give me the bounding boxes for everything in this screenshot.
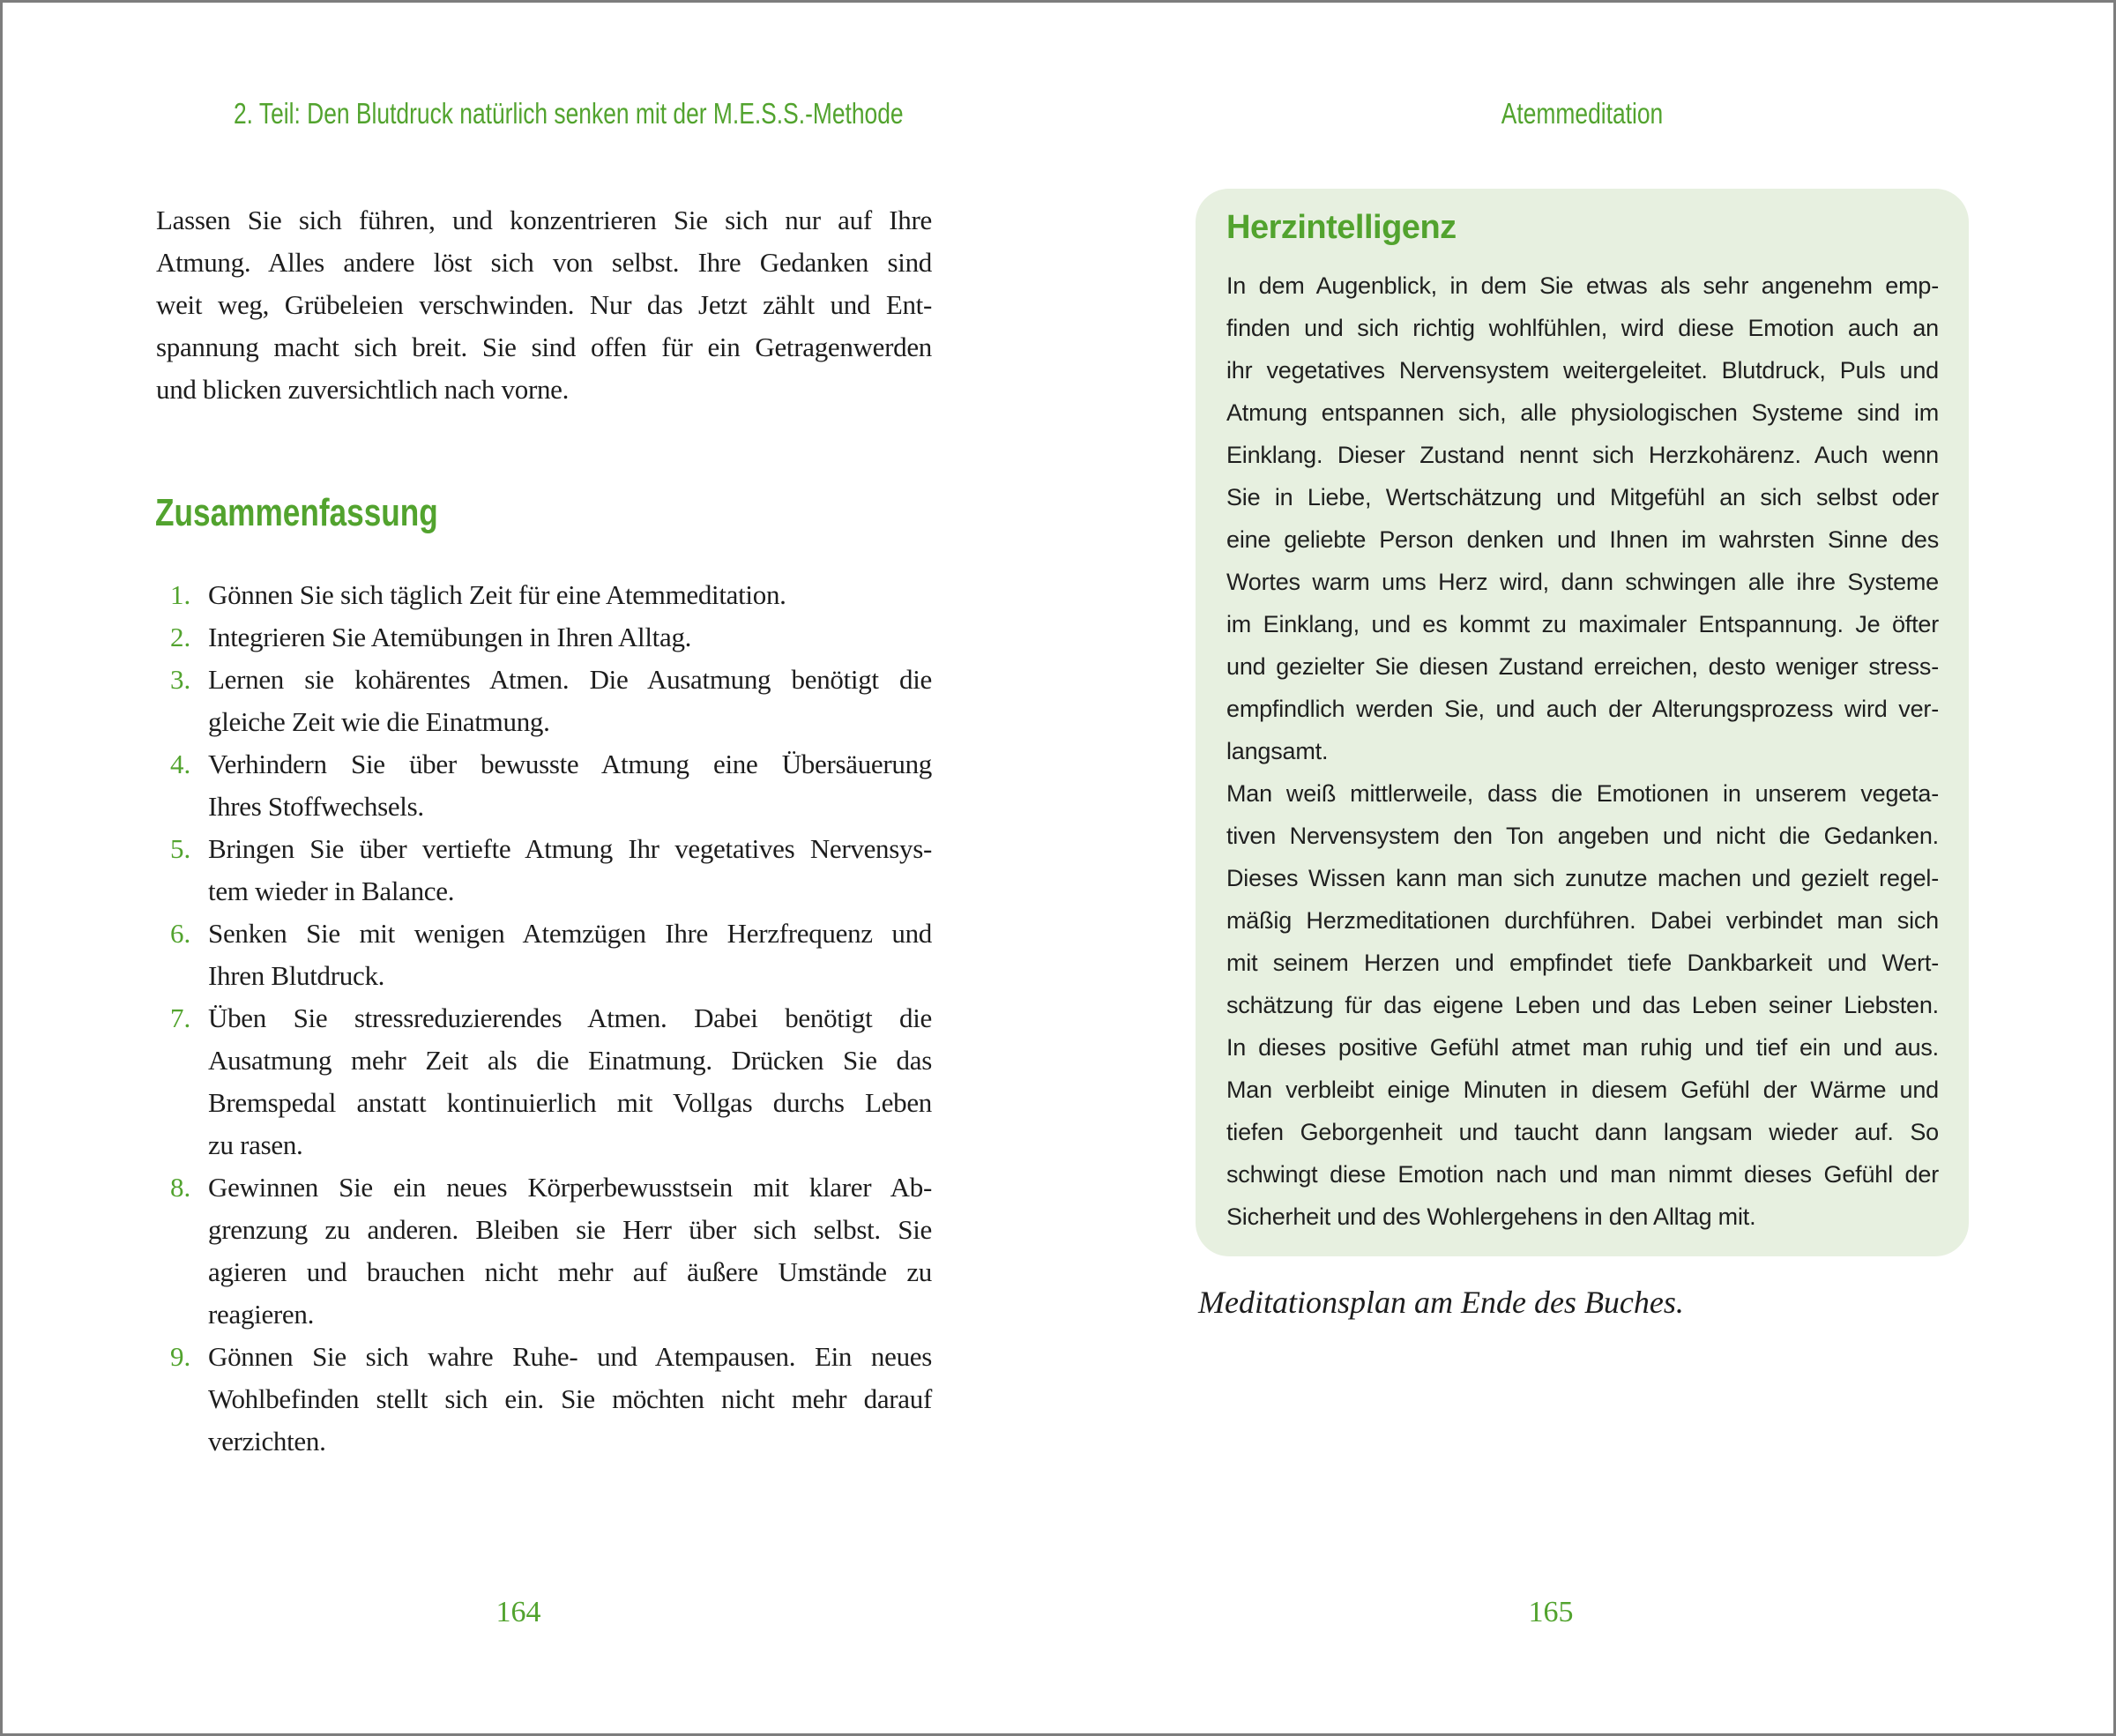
text-line: Senken Sie mit wenigen Atemzügen Ihre Herzfrequenz und: [208, 918, 932, 949]
text-line: schwingt diese Emotion nach und man nimmt dieses Gefühl der: [1226, 1161, 1939, 1188]
infobox-body: [1226, 264, 1939, 1238]
text-line: Atmung entspannen sich, alle physiologischen Systeme sind im: [1226, 399, 1939, 426]
text-line: finden und sich richtig wohlfühlen, wird diese Emotion auch an: [1226, 315, 1939, 341]
list-number: 6.: [170, 918, 191, 949]
running-head-left: 2. Teil: Den Blutdruck natürlich senken mit der M.E.S.S.-Methode: [234, 97, 904, 130]
text-line: Dieses Wissen kann man sich zunutze machen und gezielt regel-: [1226, 865, 1939, 891]
text-line: ihr vegetatives Nervensystem weitergeleitet. Blutdruck, Puls und: [1226, 357, 1939, 384]
section-heading-zusammenfassung: Zusammenfassung: [155, 491, 438, 534]
herzintelligenz-infobox: [1196, 189, 1969, 1256]
text-line: empfindlich werden Sie, und auch der Alterungsprozess wird ver-: [1226, 696, 1939, 722]
text-line: gleiche Zeit wie die Einatmung.: [208, 706, 550, 737]
text-line: weit weg, Grübeleien verschwinden. Nur das Jetzt zählt und Ent-: [156, 289, 932, 320]
text-line: und blicken zuversichtlich nach vorne.: [156, 374, 570, 405]
text-line: Man weiß mittlerweile, dass die Emotionen in unserem vegeta-: [1226, 780, 1939, 807]
text-line: agieren und brauchen nicht mehr auf äußere Umstände zu: [208, 1256, 932, 1287]
intro-paragraph: [156, 199, 932, 411]
text-line: tem wieder in Balance.: [208, 875, 455, 906]
text-line: In dem Augenblick, in dem Sie etwas als sehr angenehm emp-: [1226, 272, 1939, 299]
list-item: [156, 828, 932, 913]
list-number: 4.: [170, 749, 191, 779]
list-number: 9.: [170, 1341, 191, 1372]
page-number-right: 165: [1528, 1596, 1574, 1628]
text-line: langsamt.: [1226, 738, 1329, 764]
text-line: Integrieren Sie Atemübungen in Ihren Alltag.: [208, 622, 692, 652]
list-item: [156, 743, 932, 828]
text-line: Gönnen Sie sich täglich Zeit für eine Atemmeditation.: [208, 579, 786, 610]
list-item: [156, 659, 932, 743]
infobox-heading: Herzintelligenz: [1226, 209, 1457, 246]
text-line: reagieren.: [208, 1299, 315, 1330]
text-line: Wortes warm ums Herz wird, dann schwingen alle ihre Systeme: [1226, 569, 1939, 595]
text-line: grenzung zu anderen. Bleiben sie Herr über sich selbst. Sie: [208, 1214, 932, 1245]
text-line: Gewinnen Sie ein neues Körperbewusstsein mit klarer Ab-: [208, 1172, 932, 1203]
list-number: 1.: [170, 579, 191, 610]
text-line: Gönnen Sie sich wahre Ruhe- und Atempausen. Ein neues: [208, 1341, 932, 1372]
text-line: Atmung. Alles andere löst sich von selbst. Ihre Gedanken sind: [156, 247, 932, 278]
page-number-left: 164: [495, 1596, 541, 1628]
text-line: Ausatmung mehr Zeit als die Einatmung. Drücken Sie das: [208, 1045, 932, 1076]
text-line: Ihren Blutdruck.: [208, 960, 385, 991]
list-number: 3.: [170, 664, 191, 695]
text-line: Bringen Sie über vertiefte Atmung Ihr vegetatives Nervensys-: [208, 833, 932, 864]
summary-list: [156, 574, 932, 1463]
text-line: Man verbleibt einige Minuten in diesem Gefühl der Wärme und: [1226, 1077, 1939, 1103]
list-item: [156, 997, 932, 1166]
text-line: mit seinem Herzen und empfindet tiefe Dankbarkeit und Wert-: [1226, 950, 1939, 976]
list-item: [156, 1336, 932, 1463]
text-line: Lassen Sie sich führen, und konzentrieren Sie sich nur auf Ihre: [156, 205, 932, 235]
text-line: im Einklang, und es kommt zu maximaler Entspannung. Je öfter: [1226, 611, 1939, 637]
text-line: verzichten.: [208, 1426, 326, 1457]
text-line: In dieses positive Gefühl atmet man ruhig und tief ein und aus.: [1226, 1034, 1939, 1061]
text-line: tiefen Geborgenheit und taucht dann langsam wieder auf. So: [1226, 1119, 1939, 1145]
text-line: eine geliebte Person denken und Ihnen im wahrsten Sinne des: [1226, 526, 1939, 553]
list-number: 8.: [170, 1172, 191, 1203]
infobox-paragraph: [1226, 264, 1939, 772]
list-number: 5.: [170, 833, 191, 864]
list-number: 7.: [170, 1002, 191, 1033]
running-head-right: Atemmeditation: [1501, 97, 1664, 130]
text-line: tiven Nervensystem den Ton angeben und nicht die Gedanken.: [1226, 823, 1939, 849]
text-line: Verhindern Sie über bewusste Atmung eine Übersäuerung: [208, 749, 932, 779]
list-item: [156, 616, 932, 659]
text-line: Lernen sie kohärentes Atmen. Die Ausatmung benötigt die: [208, 664, 932, 695]
text-line: Einklang. Dieser Zustand nennt sich Herzkohärenz. Auch wenn: [1226, 442, 1939, 468]
text-line: Üben Sie stressreduzierendes Atmen. Dabei benötigt die: [208, 1002, 932, 1033]
text-line: schätzung für das eigene Leben und das Leben seiner Liebsten.: [1226, 992, 1939, 1018]
list-item: [156, 574, 932, 616]
text-line: Sie in Liebe, Wertschätzung und Mitgefühl an sich selbst oder: [1226, 484, 1939, 510]
text-line: spannung macht sich breit. Sie sind offen für ein Getragenwerden: [156, 332, 932, 362]
infobox-paragraph: [1226, 772, 1939, 1238]
text-line: mäßig Herzmeditationen durchführen. Dabei verbindet man sich: [1226, 907, 1939, 934]
text-line: Wohlbefinden stellt sich ein. Sie möchten nicht mehr darauf: [208, 1383, 932, 1414]
text-line: Ihres Stoffwechsels.: [208, 791, 424, 822]
list-number: 2.: [170, 622, 191, 652]
text-line: Bremspedal anstatt kontinuierlich mit Vollgas durchs Leben: [208, 1087, 932, 1118]
text-line: zu rasen.: [208, 1129, 303, 1160]
meditationsplan-note: Meditationsplan am Ende des Buches.: [1198, 1285, 1684, 1320]
list-item: [156, 913, 932, 997]
list-item: [156, 1166, 932, 1336]
text-line: Sicherheit und des Wohlergehens in den Alltag mit.: [1226, 1203, 1756, 1230]
text-line: und gezielter Sie diesen Zustand erreichen, desto weniger stress-: [1226, 653, 1939, 680]
